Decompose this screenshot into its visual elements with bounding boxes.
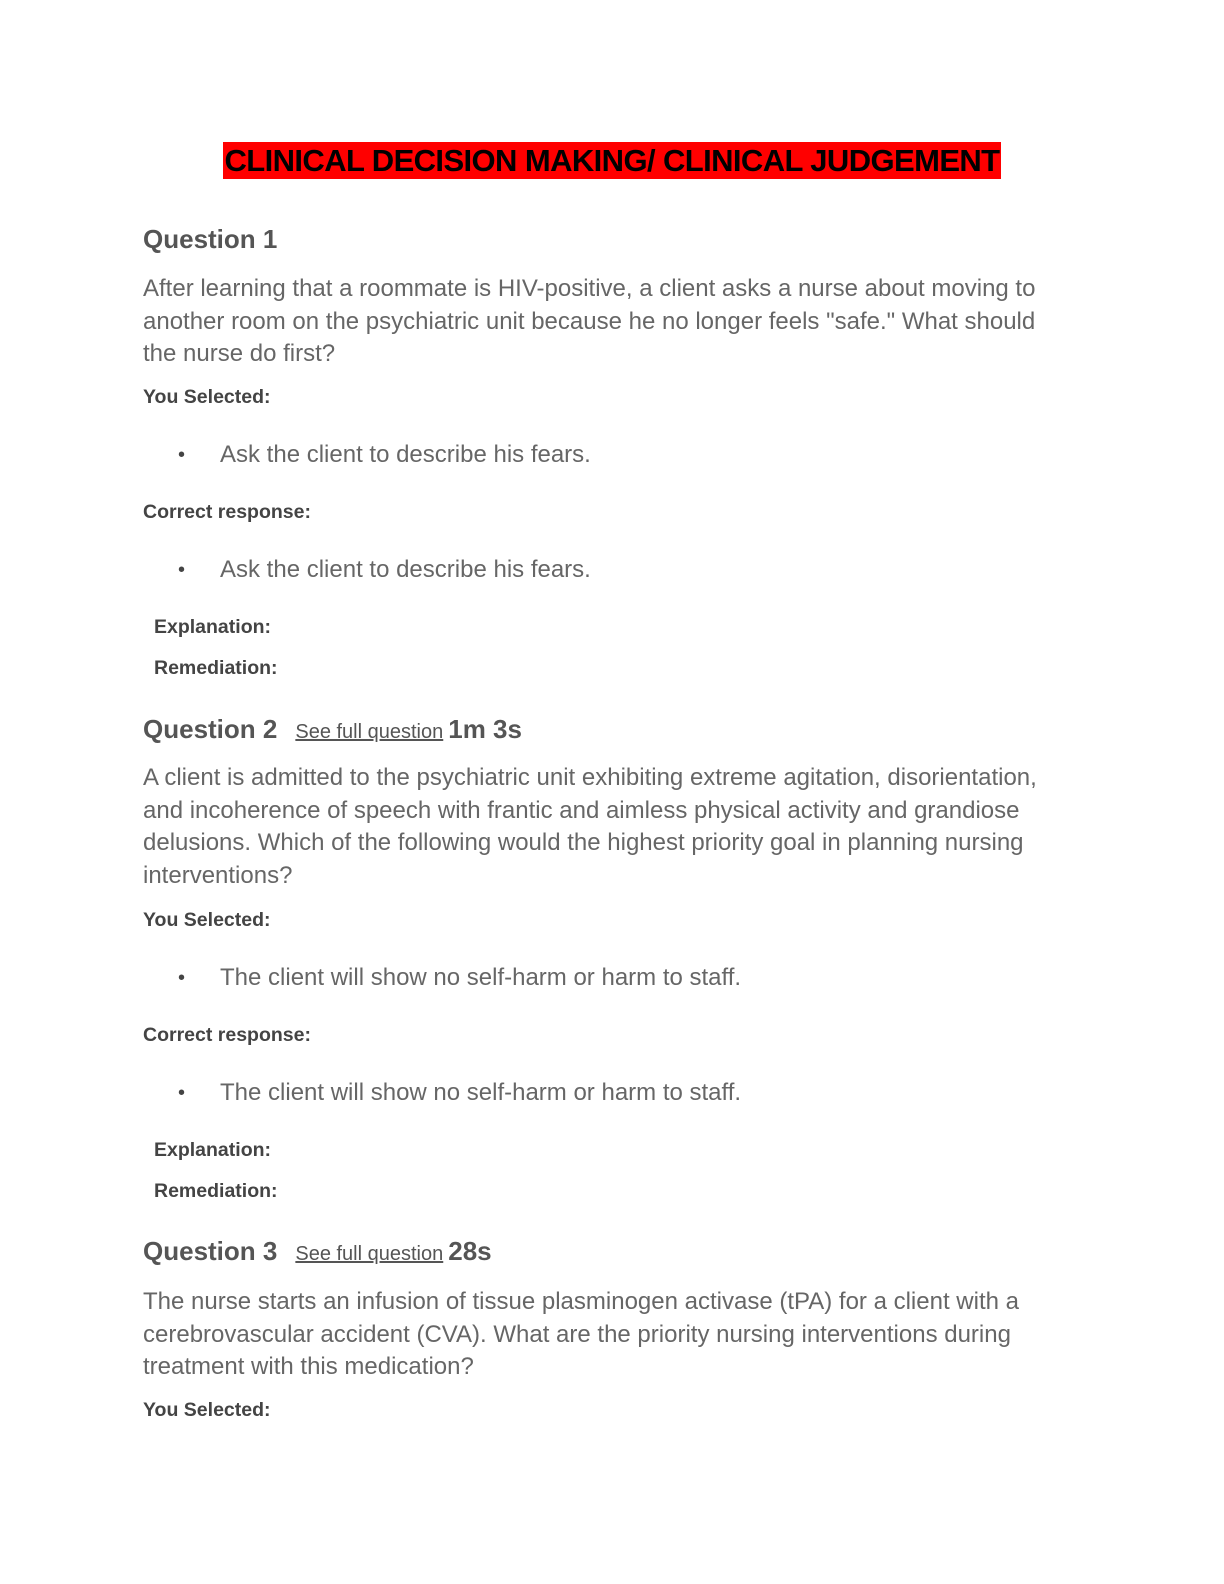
question-3-you-selected-label: You Selected: [143, 1399, 271, 1421]
question-1-header [143, 224, 277, 255]
question-2-correct-bullet: • [178, 1082, 186, 1104]
question-1-explanation-label: Explanation: [154, 616, 272, 638]
question-1-correct-response-label: Correct response: [143, 501, 311, 523]
document-title: CLINICAL DECISION MAKING/ CLINICAL JUDGEMENT [224, 143, 1000, 178]
question-2-selected-answer: The client will show no self-harm or harm to staff. [220, 964, 742, 991]
question-2-see-full-question-link[interactable]: See full question [295, 721, 444, 743]
question-2-header [143, 714, 522, 745]
question-2-explanation-label: Explanation: [154, 1139, 272, 1161]
question-1-selected-bullet: • [178, 444, 186, 466]
question-3-label: Question 3 [143, 1236, 278, 1266]
question-3-header [143, 1236, 492, 1267]
question-2-text: A client is admitted to the psychiatric unit exhibiting extreme agitation, disorientation, and incoherence of speech with frantic and aimless physical activity and grandiose delusions. Which of the following would the highest priority goal in planning nursing interventions? [143, 764, 1037, 889]
question-3-time: 28s [448, 1236, 492, 1266]
question-2-label: Question 2 [143, 714, 278, 744]
question-1-correct-bullet: • [178, 559, 186, 581]
question-2-you-selected-label: You Selected: [143, 909, 271, 931]
question-2-time: 1m 3s [448, 714, 522, 744]
question-1-correct-answer: Ask the client to describe his fears. [220, 556, 591, 583]
question-1-text: After learning that a roommate is HIV-positive, a client asks a nurse about moving to another room on the psychiatric unit because he no longer feels "safe." What should the nurse do first? [143, 275, 1036, 367]
question-2-remediation-label: Remediation: [154, 1180, 278, 1202]
question-2-selected-bullet: • [178, 967, 186, 989]
document-title-wrap [0, 142, 1224, 179]
question-2-correct-response-label: Correct response: [143, 1024, 311, 1046]
question-3-see-full-question-link[interactable]: See full question [295, 1243, 444, 1265]
question-1-label: Question 1 [143, 224, 278, 254]
question-1-selected-answer: Ask the client to describe his fears. [220, 441, 591, 468]
question-1-remediation-label: Remediation: [154, 657, 278, 679]
question-3-text: The nurse starts an infusion of tissue plasminogen activase (tPA) for a client with a cerebrovascular accident (CVA). What are the priority nursing interventions during treatment with this medication? [143, 1288, 1019, 1380]
question-2-correct-answer: The client will show no self-harm or harm to staff. [220, 1079, 742, 1106]
question-1-you-selected-label: You Selected: [143, 386, 271, 408]
